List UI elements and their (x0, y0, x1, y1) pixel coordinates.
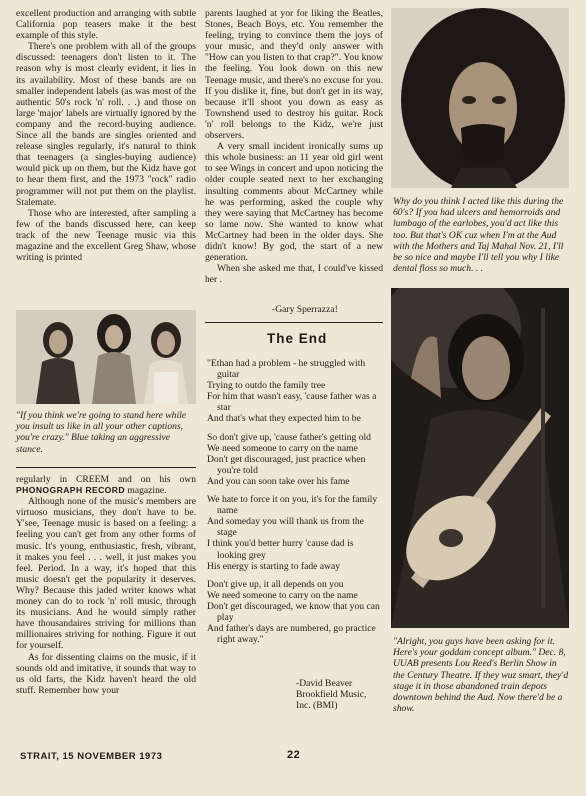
paragraph: Although none of the music's members are virtuoso musicians, they don't have to be. Y'see, Teenage music is based on a feeling: a feeling you can't get from any other forms of music. It's young, enthusiastic, fresh, vibrant, it makes you feel . . . well, it just makes you feel. Period. In a way, it's hoped that this music doesn't get the popularity it deserves. Why? Because this jaded writer knows what money can do to rock 'n' roll music, through its musicians. And he would simply rather have thousandaires striving for millions than millionaires striving for nothing. Figure it out for yourself. (16, 496, 196, 652)
col1-top-text (16, 8, 196, 263)
issue-date: STRAIT, 15 NOVEMBER 1973 (20, 751, 163, 762)
paragraph: A very small incident ironically sums up this whole business: an 11 year old girl went to see Wings in concert and upon noticing the older couple seated next to her exchanging insulting comments about McCartney while he was performing, asked the couple why they were saying that McCartney has become so lame now. She wanted to know what McCartney had been in the older days. She didn't know! By god, the start of a new generation. (205, 141, 383, 264)
portrait-illustration (391, 8, 569, 188)
page-number: 22 (287, 749, 301, 761)
byline: -Gary Sperrazza! (272, 304, 338, 315)
paragraph: excellent production and arranging with subtle California pop teasers make it the best example of this style. (16, 8, 196, 42)
paragraph: regularly in CREEM and on his own PHONOGRAPH RECORD magazine. (16, 474, 196, 497)
band-photo-caption: "If you think we're going to stand here while you insult us like in all your other captions, you're crazy." Blue taking an aggressive stance. (16, 410, 187, 455)
poem-title: The End (267, 331, 328, 346)
band-photo (16, 310, 196, 404)
band-photo-illustration (16, 310, 196, 404)
col1-bottom-text (16, 474, 196, 696)
portrait-caption-top: Why do you think I acted like this during the 60's? If you had ulcers and hemorroids and lumbago of the earlobes, you'd act like this too. But that's OK cuz when I'm at the Aud with the Mothers and Taj Mahal Nov. 21, I'll be so nice and maybe I'll tell you why I like dental floss so much. . . (393, 196, 564, 275)
guitarist-illustration (391, 288, 569, 628)
paragraph: Those who are interested, after sampling a few of the bands discussed here, can keep track of the new Teenage music via this magazine and the excellent Greg Shaw, whose writing is printed (16, 207, 196, 264)
paragraph: There's one problem with all of the groups discussed: teenagers don't listen to it. The reason why is most clearly evident, it lies in its availability. Most of these bands are on smaller independent labels (as was most of the authentic 50's rock 'n' roll. . .) and those on large 'major' labels are virtually ignored by the company and the record-buying audience. Since all the bands are singles oriented and release singles regularly, it's natural to think that teenagers (a singles-buying audience) would pick up on them, but the Kidz have got to hear them first, and the 1973 "rock" radio programmer will not put them on the playlist. Stalemate. (16, 41, 196, 208)
paragraph: When she asked me that, I could've kissed her . (205, 263, 383, 286)
phonograph-record-tag: PHONOGRAPH RECORD (16, 485, 125, 496)
paragraph: parents laughed at yor for liking the Beatles, Stones, Beach Boys, etc. You remember the feeling, trying to convince them the joys of your music, and they'd only answer with "How can you listen to that crap?". You know the feeling. You look down on this new Teenage music, and there's no excuse for you. If you dislike it, fine, but don't get in its way, because it'll shoot you down as easy as Townshend used to destroy his guitar. Rock 'n' roll belongs to the Kidz, we're just observers. (205, 8, 383, 142)
portrait-photo-top (391, 8, 569, 188)
paragraph: As for dissenting claims on the music, if it sounds old and imitative, it sounds that way to us old farts, the Kidz haven't heard the old stuff. Remember how your (16, 651, 196, 696)
divider (205, 322, 383, 323)
poem: "Ethan had a problem - he struggled with guitar Trying to outdo the family tree For him that wasn't easy, 'cause father was a star And that's what they expected him to be So don't give up, 'cause father's getting old We need someone to carry on the name Don't get discouraged, just practice when you're told And you can soon take over his fame We hate to force it on you, it's for the family name And someday you will thank us from the stage I think you'd better hurry 'cause dad is looking grey His energy is starting to fade away Don't give up, it all depends on you We need someone to carry on the name Don't get discouraged, we know that you can play And father's days are numbered, go practice right away." (207, 358, 380, 646)
col2-top-text (205, 8, 383, 285)
divider (16, 467, 196, 468)
guitarist-caption: "Alright, you guys have been asking for it. Here's your goddam concept album." Dec. 8, UUAB presents Lou Reed's Berlin Show in the Century Theatre. If they wuz smart, they'd stage it in those abandoned train depots downtown behind the Aud. Now there'd be a show. (393, 636, 569, 715)
guitarist-photo (391, 288, 569, 628)
poem-credit: -David Beaver Brookfield Music, Inc. (BMI) (296, 678, 367, 712)
